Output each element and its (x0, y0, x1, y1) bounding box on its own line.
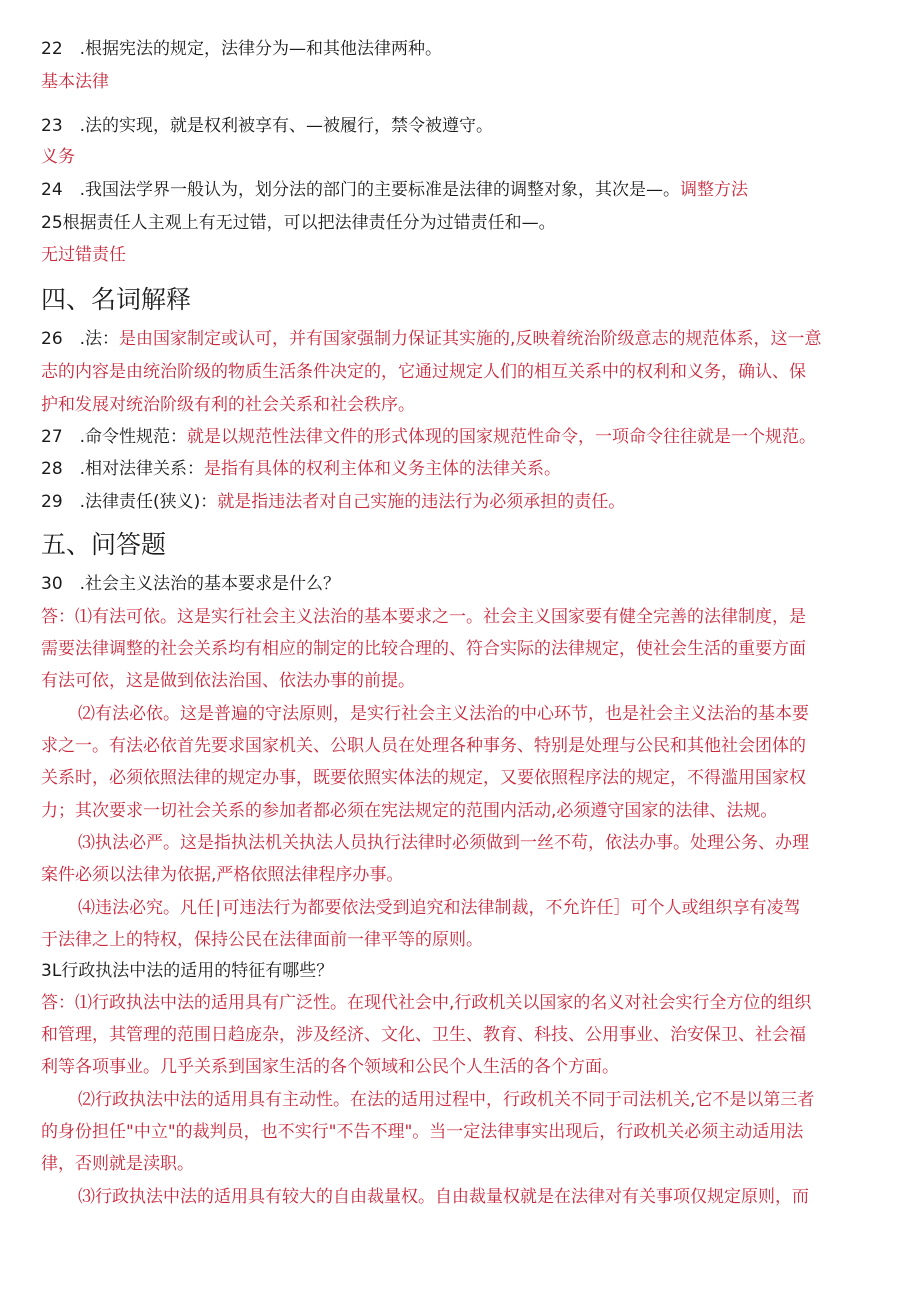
answer-30-line-8: ⑶执法必严。这是指执法机关执法人员执行法律时必须做到一丝不苟，依法办事。处理公务、办理 (78, 833, 809, 853)
term-27-label: 27 .命令性规范： (41, 427, 188, 447)
term-28-label: 28 .相对法律关系： (41, 459, 205, 479)
section-heading-qa: 五、问答题 (41, 530, 167, 559)
answer-30-line-7: 力；其次要求一切社会关系的参加者都必须在宪法规定的范围内活动,必须遵守国家的法律、法规。 (41, 801, 778, 821)
question-31: 3L行政执法中法的适用的特征有哪些？ (41, 961, 334, 981)
answer-30-line-1: 答：⑴有法可依。这是实行社会主义法治的基本要求之一。社会主义国家要有健全完善的法律制度，是 (41, 607, 806, 627)
answer-30-line-2: 需要法律调整的社会关系均有相应的制定的比较合理的、符合实际的法律规定，使社会生活的重要方面 (41, 639, 806, 659)
term-26-line-1 (41, 327, 891, 351)
answer-30-line-11: 于法律之上的特权，保持公民在法律面前一律平等的原则。 (41, 930, 483, 950)
answer-31-line-3: 利等各项事业。几乎关系到国家生活的各个领域和公民个人生活的各个方面。 (41, 1057, 619, 1077)
answer-23: 义务 (41, 147, 75, 167)
answer-30-line-3: 有法可依，这是做到依法治国、依法办事的前提。 (41, 671, 415, 691)
answer-31-line-4: ⑵行政执法中法的适用具有主动性。在法的适用过程中，行政机关不同于司法机关,它不是以第三者 (78, 1090, 815, 1110)
term-28-line (41, 457, 891, 481)
term-27-definition: 就是以规范性法律文件的形式体现的国家规范性命令，一项命令往往就是一个规范。 (187, 427, 817, 447)
answer-31-line-6: 律，否则就是渎职。 (41, 1154, 194, 1174)
answer-25: 无过错责任 (41, 245, 126, 265)
term-26-label: 26 .法： (41, 329, 120, 349)
answer-31-line-7: ⑶行政执法中法的适用具有较大的自由裁量权。自由裁量权就是在法律对有关事项仅规定原则，而 (78, 1187, 809, 1207)
answer-31-line-5: 的身份担任"中立"的裁判员，也不实行"不告不理"。当一定法律事实出现后，行政机关必须主动适用法 (41, 1122, 804, 1142)
answer-24: 调整方法 (680, 180, 749, 200)
question-24: 24 .我国法学界一般认为，划分法的部门的主要标准是法律的调整对象，其次是—。 (41, 180, 681, 200)
answer-30-line-10: ⑷违法必究。凡任∣可违法行为都要依法受到追究和法律制裁，不允许任］可个人或组织享有凌驾 (78, 898, 801, 918)
answer-31-line-2: 和管理，其管理的范围日趋庞杂，涉及经济、文化、卫生、教育、科技、公用事业、治安保卫、社会福 (41, 1025, 806, 1045)
answer-31-line-1: 答：⑴行政执法中法的适用具有广泛性。在现代社会中,行政机关以国家的名义对社会实行全方位的组织 (41, 993, 812, 1013)
term-26-line-3: 护和发展对统治阶级有利的社会关系和社会秩序。 (41, 395, 415, 415)
question-30: 30 .社会主义法治的基本要求是什么？ (41, 574, 341, 594)
term-29-definition: 就是指违法者对自己实施的违法行为必须承担的责任。 (217, 492, 626, 512)
term-27-line (41, 425, 891, 449)
term-29-label: 29 .法律责任(狭义)： (41, 492, 218, 512)
answer-30-line-4: ⑵有法必依。这是普遍的守法原则，是实行社会主义法治的中心环节，也是社会主义法治的基本要 (78, 704, 809, 724)
question-22: 22 .根据宪法的规定，法律分为—和其他法律两种。 (41, 39, 443, 59)
term-26-definition: 是由国家制定或认可，并有国家强制力保证其实施的,反映着统治阶级意志的规范体系，这一意 (119, 329, 822, 349)
question-23: 23 .法的实现，就是权利被享有、—被履行，禁令被遵守。 (41, 116, 494, 136)
answer-22: 基本法律 (41, 72, 109, 92)
answer-30-line-5: 求之一。有法必依首先要求国家机关、公职人员在处理各种事务、特别是处理与公民和其他社会团体的 (41, 736, 806, 756)
question-25: 25根据责任人主观上有无过错，可以把法律责任分为过错责任和—。 (41, 213, 556, 233)
term-28-definition: 是指有具体的权利主体和义务主体的法律关系。 (204, 459, 562, 479)
term-26-line-2: 志的内容是由统治阶级的物质生活条件决定的，它通过规定人们的相互关系中的权利和义务，确认、保 (41, 362, 806, 382)
term-29-line (41, 490, 891, 514)
question-24-line (41, 178, 891, 202)
answer-30-line-9: 案件必须以法律为依据,严格依照法律程序办事。 (41, 865, 404, 885)
answer-30-line-6: 关系时，必须依照法律的规定办事，既要依照实体法的规定，又要依照程序法的规定，不得滥用国家权 (41, 768, 806, 788)
section-heading-terms: 四、名词解释 (41, 285, 192, 314)
